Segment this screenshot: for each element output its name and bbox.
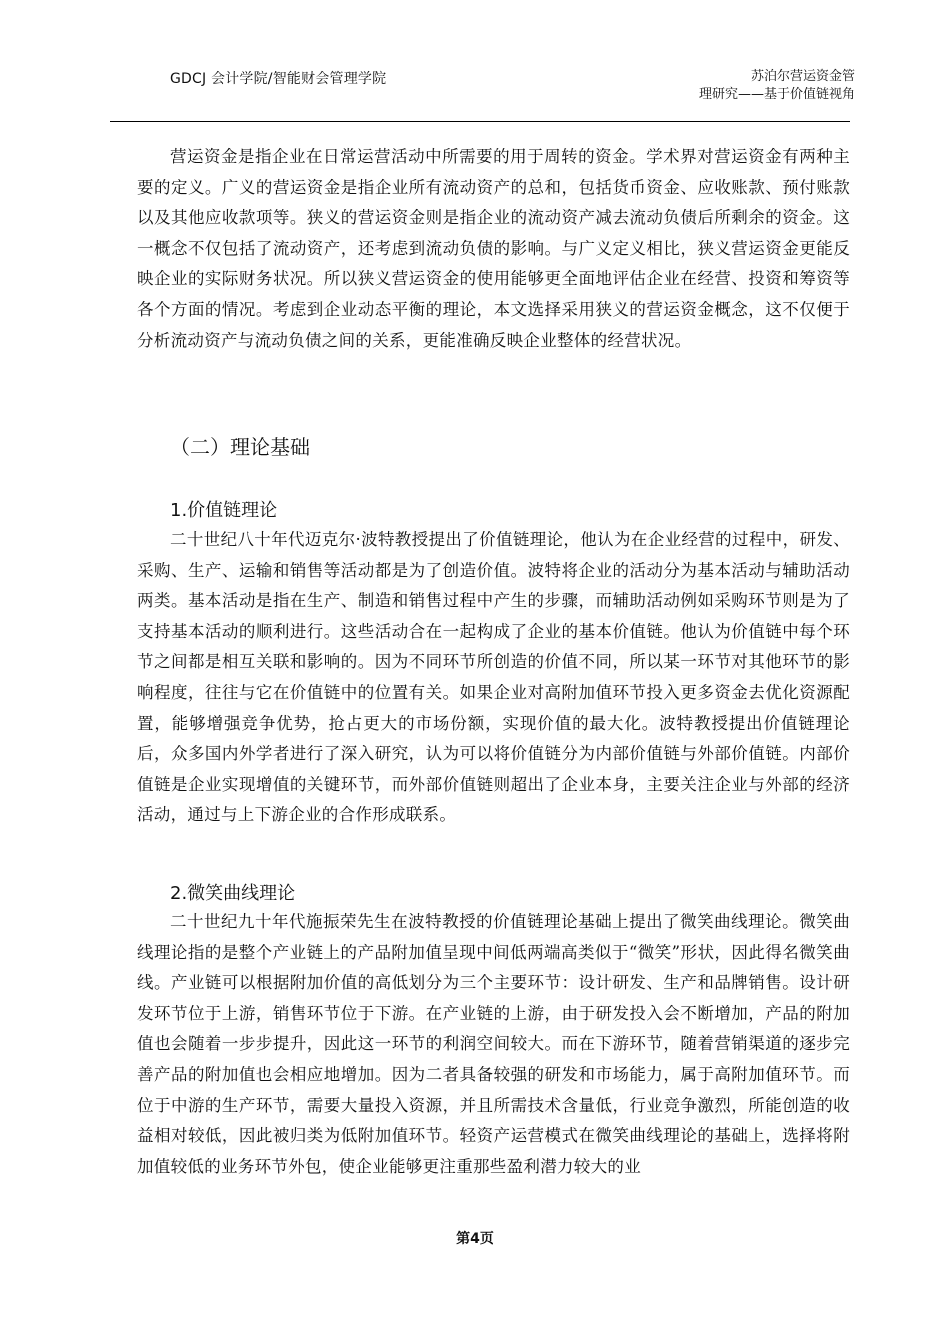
subheading-smile-curve: 2.微笑曲线理论 xyxy=(170,883,296,904)
paragraph-text: 二十世纪九十年代施振荣先生在波特教授的价值链理论基础上提出了微笑曲线理论。微笑曲线理论指的是整个产业链上的产品附加值呈现中间低两端高类似于“微笑”形状，因此得名微笑曲线。产业链可以根据附加价值的高低划分为三个主要环节：设计研发、生产和品牌销售。设计研发环节位于上游，销售环节位于下游。在产业链的上游，由于研发投入会不断增加，产品的附加值也会随着一步步提升，因此这一环节的利润空间较大。而在下游环节，随着营销渠道的逐步完善产品的附加值也会相应地增加。因为二者具备较强的研发和市场能力，属于高附加值环节。而位于中游的生产环节，需要大量投入资源，并且所需技术含量低，行业竞争激烈，所能创造的收益相对较低，因此被归类为低附加值环节。轻资产运营模式在微笑曲线理论的基础上，选择将附加值较低的业务环节外包，使企业能够更注重那些盈利潜力较大的业 xyxy=(137,912,850,1176)
header-left-text: GDCJ 会计学院/智能财会管理学院 xyxy=(170,71,387,87)
page-number: 第4页 xyxy=(456,1231,494,1247)
paragraph-smile-curve xyxy=(137,907,850,1182)
paragraph-text: 二十世纪八十年代迈克尔·波特教授提出了价值链理论，他认为在企业经营的过程中，研发、采购、生产、运输和销售等活动都是为了创造价值。波特将企业的活动分为基本活动与辅助活动两类。基本活动是指在生产、制造和销售过程中产生的步骤，而辅助活动例如采购环节则是为了支持基本活动的顺利进行。这些活动合在一起构成了企业的基本价值链。他认为价值链中每个环节之间都是相互关联和影响的。因为不同环节所创造的价值不同，所以某一环节对其他环节的影响程度，往往与它在价值链中的位置有关。如果企业对高附加值环节投入更多资金去优化资源配置，能够增强竞争优势，抢占更大的市场份额，实现价值的最大化。波特教授提出价值链理论后，众多国内外学者进行了深入研究，认为可以将价值链分为内部价值链与外部价值链。内部价值链是企业实现增值的关键环节，而外部价值链则超出了企业本身，主要关注企业与外部的经济活动，通过与上下游企业的合作形成联系。 xyxy=(137,530,850,825)
subheading-value-chain: 1.价值链理论 xyxy=(170,500,278,521)
header-divider xyxy=(110,121,850,122)
header-right-title xyxy=(635,68,855,104)
paragraph-working-capital xyxy=(137,142,850,356)
header-right-line1: 苏泊尔营运资金管 xyxy=(750,69,855,84)
section-heading-theory: （二）理论基础 xyxy=(170,435,310,459)
paragraph-value-chain xyxy=(137,525,850,831)
paragraph-text: 营运资金是指企业在日常运营活动中所需要的用于周转的资金。学术界对营运资金有两种主要的定义。广义的营运资金是指企业所有流动资产的总和，包括货币资金、应收账款、预付账款以及其他应收款项等。狭义的营运资金则是指企业的流动资产减去流动负债后所剩余的资金。这一概念不仅包括了流动资产，还考虑到流动负债的影响。与广义定义相比，狭义营运资金更能反映企业的实际财务状况。所以狭义营运资金的使用能够更全面地评估企业在经营、投资和筹资等各个方面的情况。考虑到企业动态平衡的理论，本文选择采用狭义的营运资金概念，这不仅便于分析流动资产与流动负债之间的关系，更能准确反映企业整体的经营状况。 xyxy=(137,147,850,350)
header-right-line2: 理研究——基于价值链视角 xyxy=(698,87,855,102)
